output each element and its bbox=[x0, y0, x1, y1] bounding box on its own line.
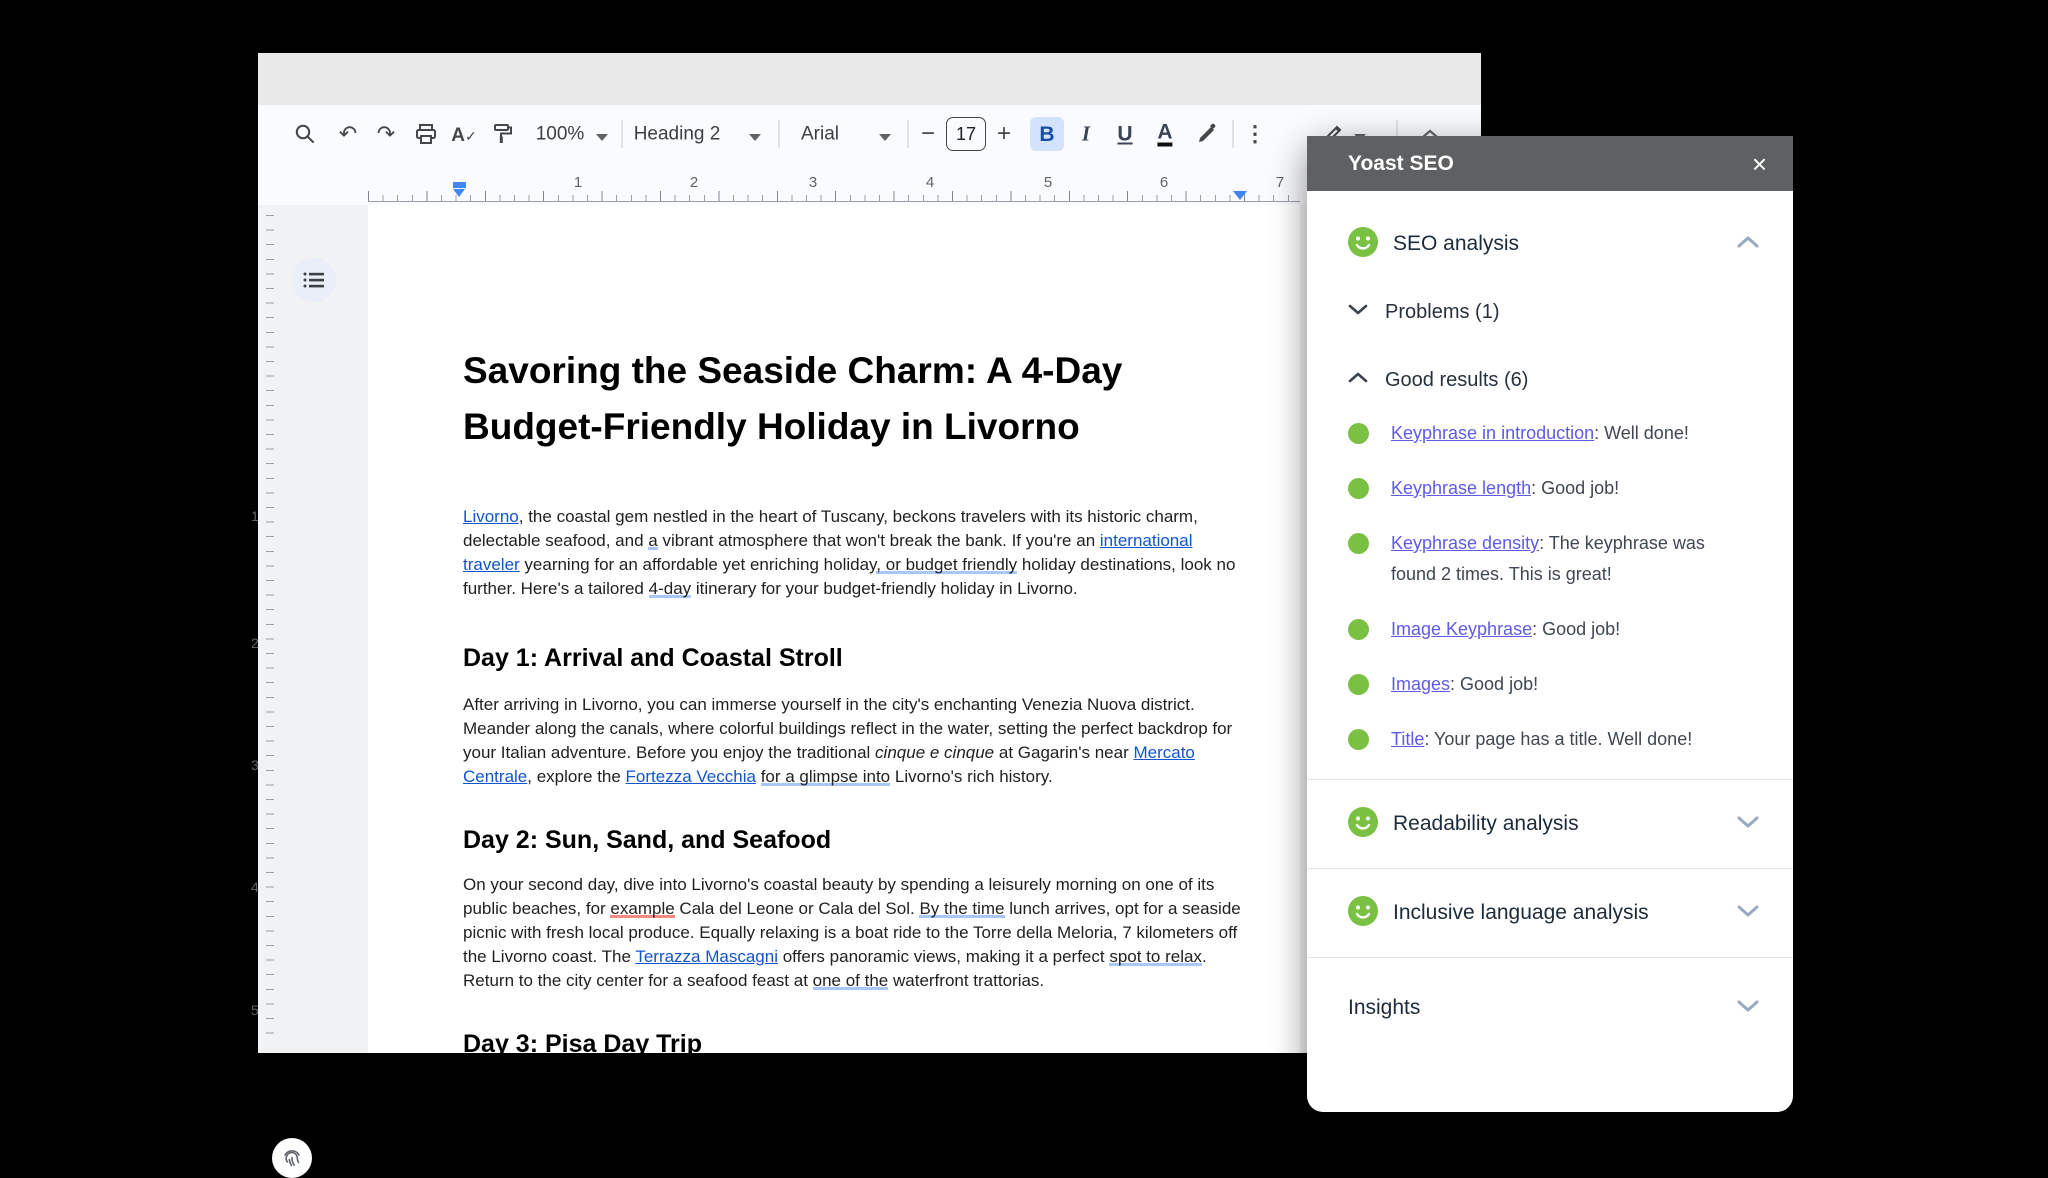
inclusive-language-accordion[interactable] bbox=[1348, 869, 1759, 957]
problems-label: Problems (1) bbox=[1385, 300, 1500, 323]
result-text: : Good job! bbox=[1531, 478, 1620, 498]
chevron-up-icon[interactable] bbox=[1737, 235, 1759, 254]
chevron-up-icon bbox=[1348, 371, 1368, 389]
underline-button[interactable]: U bbox=[1117, 122, 1133, 146]
green-bullet-icon bbox=[1348, 729, 1369, 750]
smiley-icon bbox=[1348, 227, 1378, 262]
chevron-down-icon bbox=[1348, 303, 1368, 321]
paint-format-icon[interactable] bbox=[491, 123, 513, 145]
result-link[interactable]: Keyphrase density bbox=[1391, 533, 1540, 553]
seo-analysis-accordion[interactable] bbox=[1348, 226, 1759, 262]
toolbar-divider bbox=[1233, 120, 1234, 148]
result-text: : Good job! bbox=[1450, 674, 1539, 694]
font-caret-icon[interactable] bbox=[879, 123, 891, 145]
insights-accordion[interactable] bbox=[1348, 958, 1759, 1058]
intro-paragraph: Livorno, the coastal gem nestled in the heart of Tuscany, beckons travelers with its historic charm, delectable seafood, and a vibrant atmosphere that won't break the bank. If you're an international traveler yearning for an affordable yet enriching holiday, or budget friendly holiday destinations, look no further. Here's a tailored 4-day itinerary for your budget-friendly holiday in Livorno. bbox=[463, 507, 1236, 598]
toolbar-divider bbox=[908, 120, 909, 148]
chevron-down-icon[interactable] bbox=[1737, 999, 1759, 1018]
result-link[interactable]: Keyphrase length bbox=[1391, 478, 1532, 498]
ruler-baseline bbox=[368, 201, 1300, 202]
result-link[interactable]: Image Keyphrase bbox=[1391, 619, 1533, 639]
ruler-medium-ticks bbox=[368, 191, 1300, 201]
vertical-ruler-number: 2 bbox=[251, 635, 259, 651]
print-icon[interactable] bbox=[415, 123, 437, 145]
right-indent-marker[interactable] bbox=[1233, 191, 1247, 200]
day2-paragraph: On your second day, dive into Livorno's coastal beauty by spending a leisurely morning on one of its public beaches, for example Cala del Leone or Cala del Sol. By the time lunch arrives, opt for a seaside picnic with fresh local produce. Equally relaxing is a boat ride to the Torre della Meloria, 7 kilometers off the Livorno coast. The Terrazza Mascagni offers panoramic views, making it a perfect spot to relax. Return to the city center for a seafood feast at one of the waterfront trattorias. bbox=[463, 875, 1241, 990]
document-title: Savoring the Seaside Charm: A 4-Day Budget-Friendly Holiday in Livorno bbox=[463, 350, 1123, 447]
decrease-font-size-button[interactable]: − bbox=[920, 120, 936, 147]
good-results-list bbox=[1348, 418, 1759, 755]
highlight-color-icon[interactable] bbox=[1195, 122, 1219, 146]
ruler-number: 6 bbox=[1159, 174, 1169, 191]
seo-analysis-label: SEO analysis bbox=[1393, 232, 1520, 255]
smiley-icon bbox=[1348, 807, 1378, 842]
list-item bbox=[1348, 473, 1759, 504]
day1-heading: Day 1: Arrival and Coastal Stroll bbox=[463, 644, 843, 672]
toolbar-divider bbox=[779, 120, 780, 148]
green-bullet-icon bbox=[1348, 674, 1369, 695]
document-outline-button[interactable] bbox=[292, 258, 336, 302]
toolbar-divider bbox=[622, 120, 623, 148]
readability-analysis-accordion[interactable] bbox=[1348, 780, 1759, 868]
ruler-number: 1 bbox=[573, 174, 583, 191]
green-bullet-icon bbox=[1348, 423, 1369, 444]
result-link[interactable]: Title bbox=[1391, 729, 1425, 749]
result-text: : The keyphrase was found 2 times. This is great! bbox=[1391, 533, 1705, 584]
vertical-ruler-number: 3 bbox=[251, 757, 259, 773]
fingerprint-button[interactable] bbox=[272, 1138, 312, 1178]
chevron-down-icon[interactable] bbox=[1737, 815, 1759, 834]
good-results-label: Good results (6) bbox=[1385, 368, 1529, 391]
font-select[interactable]: Arial bbox=[800, 123, 840, 145]
document-workspace bbox=[251, 205, 1481, 1058]
green-bullet-icon bbox=[1348, 533, 1369, 554]
horizontal-ruler[interactable] bbox=[258, 163, 1481, 205]
list-item bbox=[1348, 614, 1759, 645]
list-item bbox=[1348, 528, 1759, 590]
list-item bbox=[1348, 724, 1759, 755]
font-size-field[interactable]: 17 bbox=[946, 117, 986, 151]
day1-paragraph: After arriving in Livorno, you can immerse yourself in the city's enchanting Venezia Nuova district. Meander along the canals, where colorful buildings reflect in the water, setting the perfect backdrop for your Italian adventure. Before you enjoy the traditional cinque e cinque at Gagarin's near Mercato Centrale, explore the Fortezza Vecchia for a glimpse into Livorno's rich history. bbox=[463, 695, 1233, 786]
green-bullet-icon bbox=[1348, 478, 1369, 499]
list-item bbox=[1348, 418, 1759, 449]
italic-button[interactable]: I bbox=[1081, 121, 1091, 146]
ruler-number: 2 bbox=[689, 174, 699, 191]
ruler-number: 3 bbox=[808, 174, 818, 191]
result-text: : Your page has a title. Well done! bbox=[1424, 729, 1693, 749]
result-text: : Well done! bbox=[1594, 423, 1689, 443]
yoast-panel-title: Yoast SEO bbox=[1348, 151, 1454, 175]
result-text: : Good job! bbox=[1532, 619, 1621, 639]
result-link[interactable]: Images bbox=[1391, 674, 1451, 694]
spellcheck-icon[interactable]: A✓ bbox=[451, 125, 477, 146]
insights-label: Insights bbox=[1348, 996, 1421, 1019]
inclusive-language-label: Inclusive language analysis bbox=[1393, 901, 1649, 924]
readability-analysis-label: Readability analysis bbox=[1393, 812, 1579, 835]
yoast-seo-panel bbox=[1307, 136, 1793, 1112]
vertical-ruler-number: 1 bbox=[251, 508, 259, 524]
docs-toolbar bbox=[258, 105, 1481, 163]
bold-button[interactable]: B bbox=[1030, 117, 1064, 151]
ruler-number: 7 bbox=[1275, 174, 1285, 191]
day2-heading: Day 2: Sun, Sand, and Seafood bbox=[463, 826, 832, 854]
more-options-icon[interactable]: ⋮ bbox=[1244, 121, 1266, 146]
list-item bbox=[1348, 669, 1759, 700]
green-bullet-icon bbox=[1348, 619, 1369, 640]
document-page[interactable] bbox=[368, 205, 1300, 1058]
docs-window bbox=[251, 53, 1481, 1058]
yoast-panel-body bbox=[1307, 226, 1793, 1058]
increase-font-size-button[interactable]: + bbox=[996, 120, 1012, 147]
zoom-select[interactable]: 100% bbox=[535, 123, 585, 145]
ruler-number: 5 bbox=[1043, 174, 1053, 191]
problems-accordion[interactable] bbox=[1348, 296, 1759, 328]
close-icon[interactable]: × bbox=[1751, 148, 1767, 179]
left-indent-marker[interactable] bbox=[453, 182, 466, 197]
paragraph-style-select[interactable]: Heading 2 bbox=[633, 123, 721, 145]
good-results-accordion[interactable] bbox=[1348, 364, 1759, 396]
smiley-icon bbox=[1348, 896, 1378, 931]
text-color-button[interactable]: A bbox=[1157, 122, 1172, 147]
fingerprint-icon bbox=[280, 1146, 304, 1170]
day3-heading: Day 3: Pisa Day Trip bbox=[463, 1030, 703, 1058]
undo-icon[interactable]: ↶ bbox=[338, 121, 358, 146]
zoom-caret-icon[interactable] bbox=[596, 123, 608, 145]
ruler-number: 4 bbox=[925, 174, 935, 191]
yoast-panel-header bbox=[1307, 136, 1793, 191]
window-titlebar bbox=[258, 53, 1481, 105]
redo-icon[interactable]: ↷ bbox=[376, 121, 396, 146]
chevron-down-icon[interactable] bbox=[1737, 904, 1759, 923]
style-caret-icon[interactable] bbox=[749, 123, 761, 145]
vertical-ruler-number: 4 bbox=[251, 879, 259, 895]
search-icon[interactable] bbox=[294, 123, 316, 145]
result-link[interactable]: Keyphrase in introduction bbox=[1391, 423, 1595, 443]
vertical-ruler-number: 5 bbox=[251, 1002, 259, 1018]
outline-list-icon bbox=[303, 271, 325, 289]
vertical-ruler[interactable] bbox=[266, 215, 274, 1045]
